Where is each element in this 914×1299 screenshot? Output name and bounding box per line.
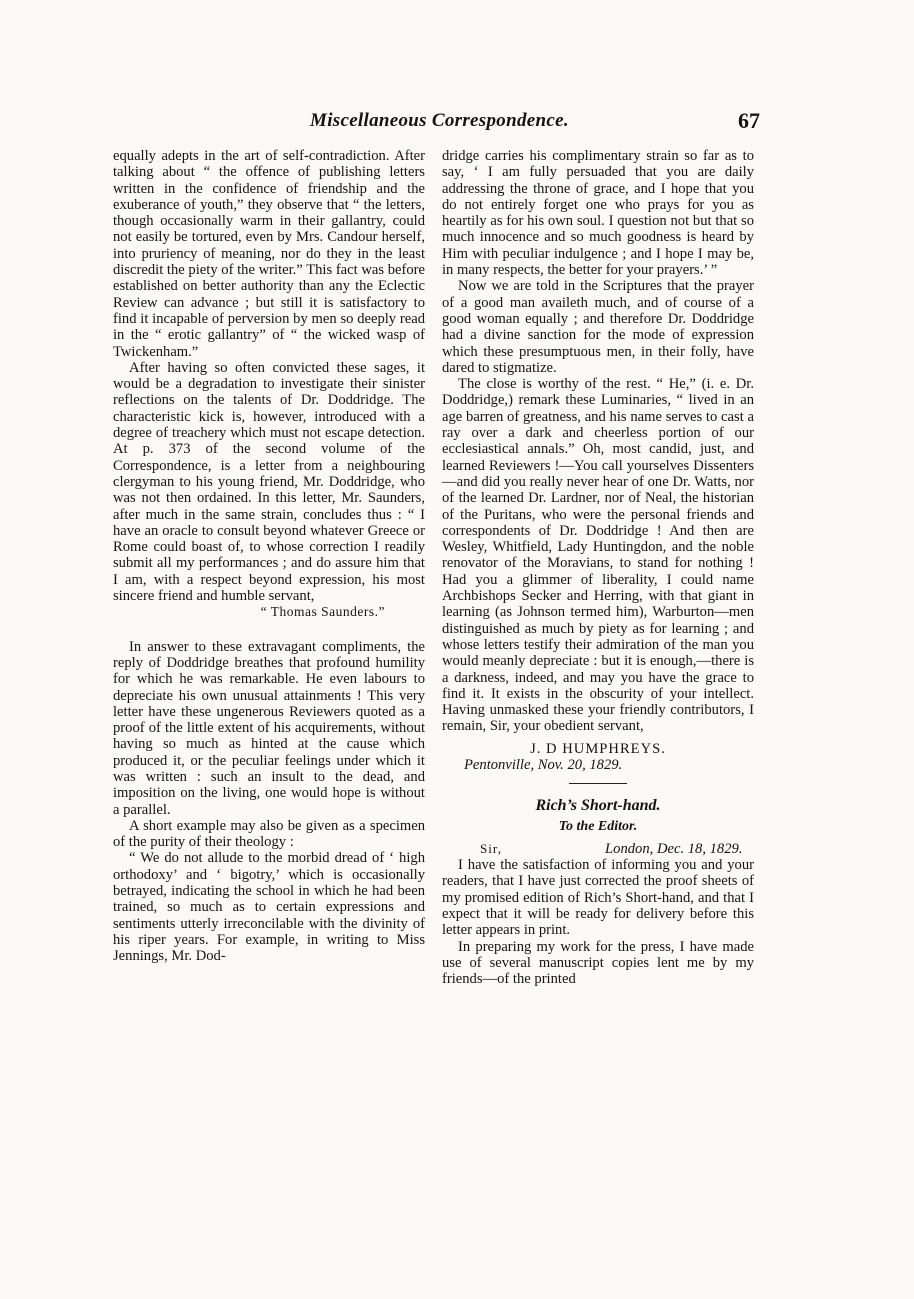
paragraph: In answer to these extravagant compliments, the reply of Doddridge breathes that profound humility for which he was remarkable. He even labours to depreciate his own unusual attainments ! This very letter have these ungenerous Reviewers quoted as a proof of the little extent of his acquirements, without having so much as hinted at the cause which produced it, or the peculiar feelings under which it was written : such an insult to the dead, and imposition on the living, one would hope is without a parallel. [113, 638, 425, 818]
letter-signature: J. D HUMPHREYS. [530, 740, 666, 757]
left-column [113, 148, 425, 965]
right-column [442, 148, 754, 988]
paragraph: The close is worthy of the rest. “ He,” (i. e. Dr. Doddridge,) remark these Luminaries, “ lived in an age barren of greatness, and his name serves to cast a ray over a dark and cheerless portion of our ecclesiastical annals.” Oh, most candid, just, and learned Reviewers !—You call yourselves Dissenters—and did you really never hear of one Dr. Watts, nor of the learned Dr. Lardner, nor of Neal, the historian of the Puritans, who were the personal friends and correspondents of Dr. Doddridge ! And then are Wesley, Whitfield, Lady Huntingdon, and the noble renovator of the Moravians, to stand for nothing ! Had you a glimmer of liberality, I could name Archbishops Secker and Herring, with that giant in learning (as Johnson termed him), Warburton—men distinguished as much by piety as for learning ; and whose letters testify their admiration of the man you would meanly depreciate : but it is enough,—there is a darkness, indeed, and may you have the grace to find it. It exists in the obscurity of your intellect. Having unmasked these your friendly contributors, I remain, Sir, your obedient servant, [442, 376, 754, 735]
paragraph: In preparing my work for the press, I have made use of several manuscript copies lent me by my friends—of the printed [442, 938, 754, 988]
letter-signature: “ Thomas Saunders.” [260, 604, 385, 620]
section-title: Rich’s Short-hand. [535, 797, 661, 815]
quoted-passage: “ We do not allude to the morbid dread of ‘ high orthodoxy’ and ‘ bigotry,’ which is occasionally betrayed, indicating the school in which he had been trained, so much as to certain expressions and sentiments utterly irreconcilable with the divinity of his riper years. For example, in writing to Miss Jennings, Mr. Dod- [113, 850, 425, 965]
signature-place-date: Pentonville, Nov. 20, 1829. [464, 756, 623, 773]
salutation: Sir, [480, 840, 502, 856]
paragraph: After having so often convicted these sages, it would be a degradation to investigate their sinister reflections on the talents of Dr. Doddridge. The characteristic kick is, however, introduced with a degree of treachery which must not escape detection. At p. 373 of the second volume of the Correspondence, is a letter from a neighbouring clergyman to his young friend, Mr. Doddridge, who was not then ordained. In this letter, Mr. Saunders, after much in the same strain, concludes thus : “ I have an oracle to consult beyond whatever Greece or Rome could boast of, to whose correction I readily submit all my performances ; and do assure him that I am, with a respect beyond expression, his most sincere friend and humble servant, [113, 359, 425, 605]
letter-date: London, Dec. 18, 1829. [605, 840, 743, 857]
page-header [110, 110, 760, 140]
paragraph: I have the satisfaction of informing you and your readers, that I have just corrected the proof sheets of my promised edition of Rich’s Short-hand, and that I expect that it will be ready for delivery before this letter appears in print. [442, 857, 754, 939]
page-number: 67 [738, 108, 760, 133]
section-divider [569, 783, 627, 784]
letter-addressee: To the Editor. [558, 818, 638, 834]
section-gap [113, 621, 425, 639]
paragraph: A short example may also be given as a specimen of the purity of their theology : [113, 817, 425, 851]
paragraph: equally adepts in the art of self-contradiction. After talking about “ the offence of publishing letters written in the confidence of friendship and the exuberance of youth,” they observe that “ the letters, though occasionally warm in their gallantry, could not easily be tortured, even by Mrs. Candour herself, into pruriency of meaning, nor do they in the least discredit the piety of the writer.” This fact was before established on better authority than any the Eclectic Review can advance ; but still it is satisfactory to find it incapable of perversion by men so deeply read in the “ erotic gallantry” of “ the wicked wasp of Twickenham.” [113, 148, 425, 360]
letter-dateline [442, 841, 754, 857]
paragraph: dridge carries his complimentary strain so far as to say, ‘ I am fully persuaded that you are daily addressing the throne of grace, and I hope that you do not entirely forget one who prays for you as heartily as for his own soul. I question not but that so much innocence and so much goodness is heard by Him with peculiar indulgence ; and I hope I may be, in many respects, the better for your prayers.’ ” [442, 148, 754, 279]
running-title: Miscellaneous Correspondence. [310, 110, 569, 131]
paragraph: Now we are told in the Scriptures that the prayer of a good man availeth much, and of course of a good woman equally ; and therefore Dr. Doddridge had a divine sanction for the mode of expression which these presumptuous men, in their folly, have dared to stigmatize. [442, 278, 754, 376]
